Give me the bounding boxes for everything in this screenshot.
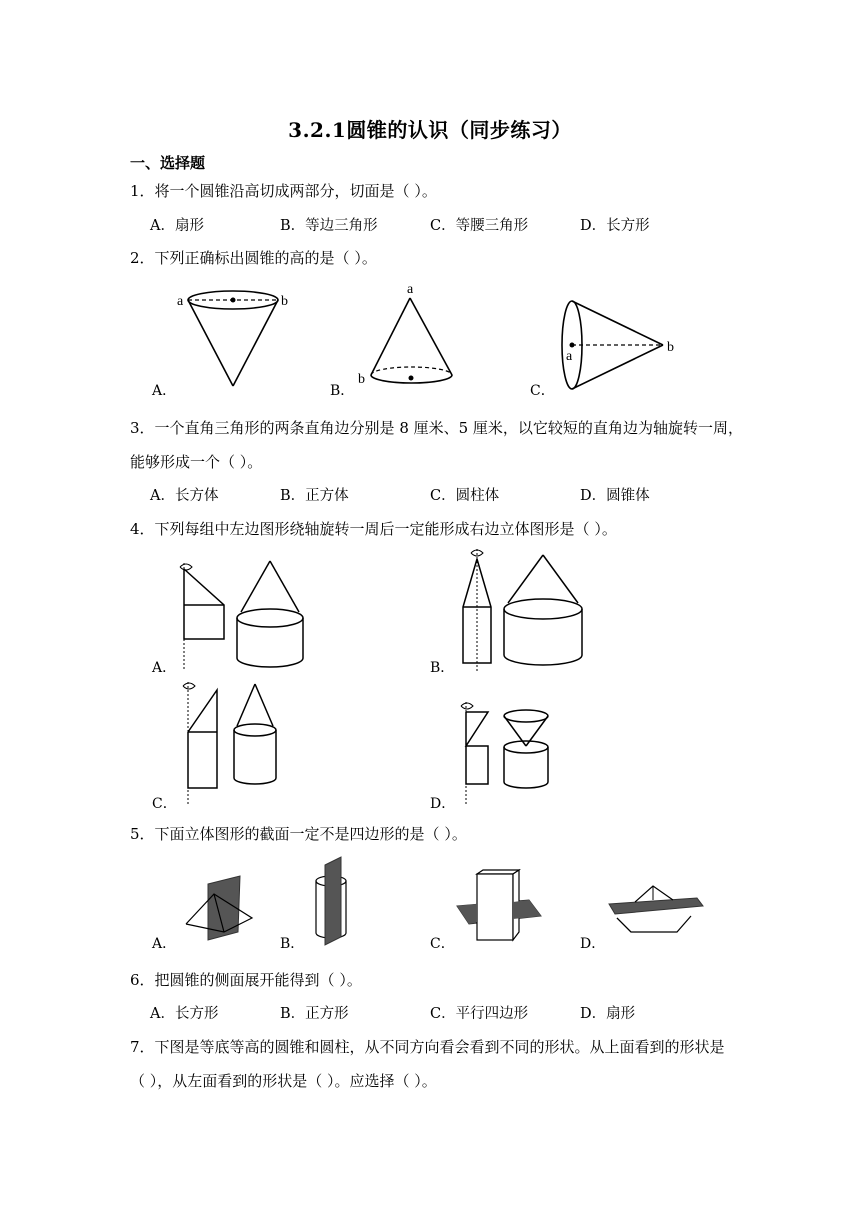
q2-option-b: B． (330, 383, 355, 399)
q2-cone-b-figure (355, 278, 465, 393)
q2-option-a: A． (152, 383, 177, 399)
question-6: 6．把圆锥的侧面展开能得到（ ）。 (130, 971, 362, 989)
q6-option-a: A．长方形 (150, 1006, 219, 1022)
q3-option-d: D．圆锥体 (580, 488, 650, 504)
q5c-cube-figure (455, 870, 545, 945)
q2a-label-b: b (281, 294, 288, 309)
section-heading: 一、选择题 (130, 154, 206, 172)
q5d-pyramid-figure (605, 880, 705, 945)
q4-option-c: C． (152, 796, 177, 812)
q1-option-c: C．等腰三角形 (430, 218, 529, 234)
q3-option-a: A．长方体 (150, 488, 219, 504)
q5b-cylinder-figure (305, 855, 365, 947)
q2c-label-b: b (667, 340, 674, 355)
question-4: 4．下列每组中左边图形绕轴旋转一周后一定能形成右边立体图形是（ ）。 (130, 520, 617, 538)
q1-option-a: A．扇形 (150, 218, 204, 234)
q2-cone-a-figure (170, 285, 300, 395)
q4-option-a: A． (152, 660, 177, 676)
question-5: 5．下面立体图形的截面一定不是四边形的是（ ）。 (130, 825, 467, 843)
q5-option-b: B． (280, 936, 305, 952)
q4-option-b: B． (430, 660, 455, 676)
q3-option-c: C．圆柱体 (430, 488, 500, 504)
q5-option-a: A． (152, 936, 177, 952)
q5a-pyramid-figure (180, 872, 260, 947)
question-3-line-1: 3．一个直角三角形的两条直角边分别是 8 厘米、5 厘米，以它较短的直角边为轴旋转一周， (130, 419, 743, 437)
question-3-line-2: 能够形成一个（ ）。 (130, 453, 263, 471)
q6-option-b: B．正方形 (280, 1006, 349, 1022)
q6-option-d: D．扇形 (580, 1006, 636, 1022)
q6-option-c: C．平行四边形 (430, 1006, 529, 1022)
q4b-figure (455, 545, 605, 675)
question-1: 1．将一个圆锥沿高切成两部分，切面是（ ）。 (130, 182, 437, 200)
q2a-label-a: a (177, 294, 184, 309)
q4d-figure (455, 700, 565, 808)
q5-option-d: D． (580, 936, 606, 952)
q1-option-b: B．等边三角形 (280, 218, 378, 234)
q1-option-d: D．长方形 (580, 218, 650, 234)
q2b-label-a: a (407, 282, 414, 297)
question-7-line-2: （ ），从左面看到的形状是（ ）。应选择（ ）。 (130, 1072, 437, 1090)
q3-option-b: B．正方体 (280, 488, 349, 504)
q2c-label-a: a (566, 349, 573, 364)
question-2: 2．下列正确标出圆锥的高的是（ ）。 (130, 249, 377, 267)
q2-option-c: C． (530, 383, 555, 399)
q4-option-d: D． (430, 796, 456, 812)
page-title: 3.2.1圆锥的认识（同步练习） (288, 118, 572, 142)
q2b-label-b: b (358, 372, 365, 387)
q2-cone-c-figure (555, 295, 685, 395)
question-7-line-1: 7．下图是等底等高的圆锥和圆柱，从不同方向看会看到不同的形状。从上面看到的形状是 (130, 1038, 725, 1056)
q4c-figure (175, 680, 295, 808)
q4a-figure (170, 555, 320, 675)
q5-option-c: C． (430, 936, 455, 952)
